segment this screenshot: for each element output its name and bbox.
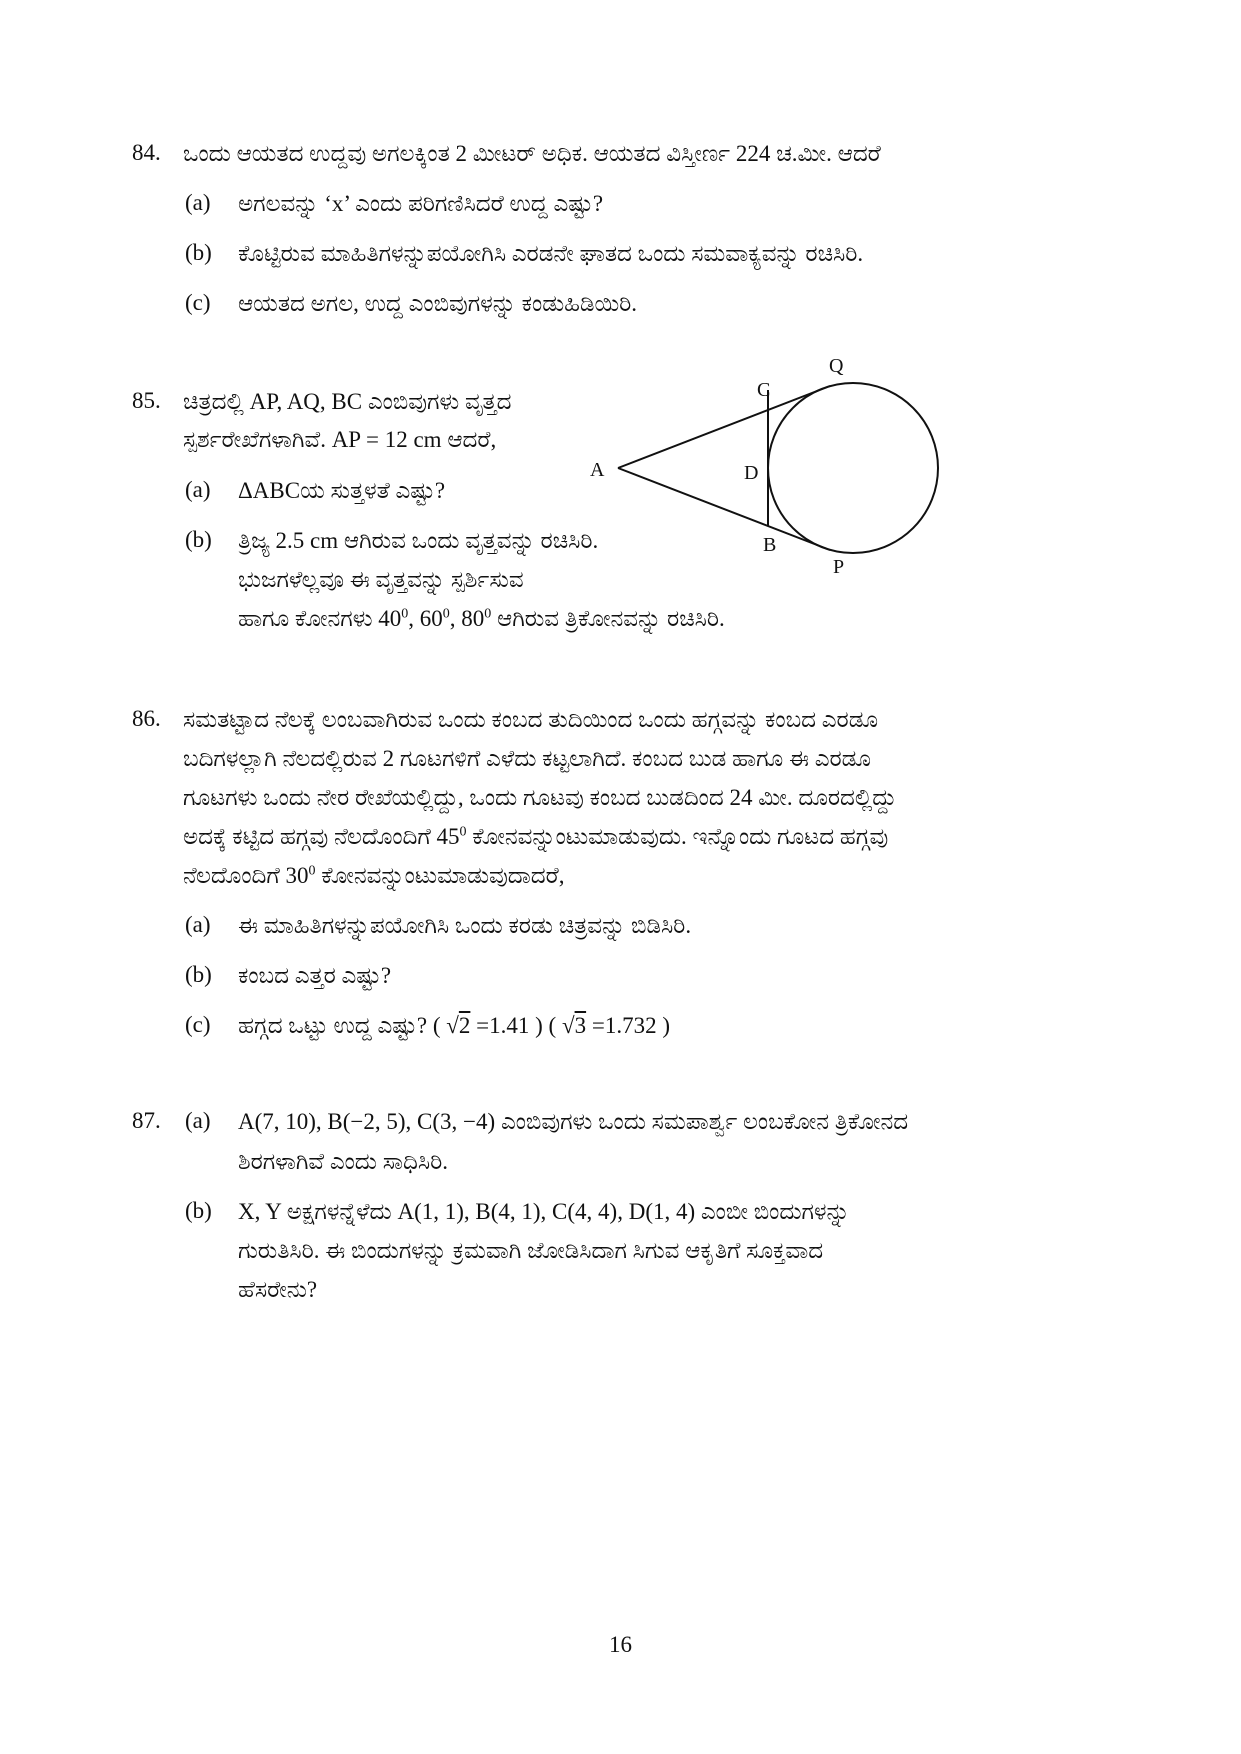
q87-part-a-line-2: ಶಿರಗಳಾಗಿವೆ ಎಂದು ಸಾಧಿಸಿರಿ. xyxy=(238,1149,449,1174)
q84-part-b-text: ಕೊಟ್ಟಿರುವ ಮಾಹಿತಿಗಳನ್ನುಪಯೋಗಿಸಿ ಎರಡನೇ ಘಾತದ ಒಂದು ಸಮವಾಕ್ಯವನ್ನು ರಚಿಸಿರಿ. xyxy=(238,241,864,266)
q84-part-a-text: ಅಗಲವನ್ನು ‘x’ ಎಂದು ಪರಿಗಣಿಸಿದರೆ ಉದ್ದ ಎಷ್ಟು? xyxy=(238,191,604,216)
q86-part-c-text: ಹಗ್ಗದ ಒಟ್ಟು ಉದ್ದ ಎಷ್ಟು? ( √2 =1.41 ) ( √3 =1.732 ) xyxy=(238,1013,670,1038)
question-85-number: 85. xyxy=(132,388,161,413)
tangent-circle-figure xyxy=(580,350,970,590)
q87-part-b-line-2: ಗುರುತಿಸಿರಿ. ಈ ಬಿಂದುಗಳನ್ನು ಕ್ರಮವಾಗಿ ಜೋಡಿಸಿದಾಗ ಸಿಗುವ ಆಕೃತಿಗೆ ಸೂಕ್ತವಾದ xyxy=(238,1238,824,1263)
q87-part-b-label: (b) xyxy=(185,1198,212,1223)
q86-part-c-label: (c) xyxy=(185,1012,211,1037)
root3-expression: ( √3 =1.732 ) xyxy=(548,1013,670,1038)
q85-part-b-line-2: ಭುಜಗಳೆಲ್ಲವೂ ಈ ವೃತ್ತವನ್ನು ಸ್ಪರ್ಶಿಸುವ xyxy=(238,567,524,592)
q87-part-b-line-3: ಹೆಸರೇನು? xyxy=(238,1277,318,1302)
q86-part-a-text: ಈ ಮಾಹಿತಿಗಳನ್ನುಪಯೋಗಿಸಿ ಒಂದು ಕರಡು ಚಿತ್ರವನ್ನು ಬಿಡಿಸಿರಿ. xyxy=(238,913,692,938)
question-84-number: 84. xyxy=(132,140,161,165)
label-q: Q xyxy=(829,355,844,377)
tangent-aq xyxy=(618,386,830,468)
question-86-line-2: ಬದಿಗಳಲ್ಲಾಗಿ ನೆಲದಲ್ಲಿರುವ 2 ಗೂಟಗಳಿಗೆ ಎಳೆದು ಕಟ್ಟಲಾಗಿದೆ. ಕಂಬದ ಬುಡ ಹಾಗೂ ಈ ಎರಡೂ xyxy=(183,746,871,771)
q87-part-b-line-1: X, Y ಅಕ್ಷಗಳನ್ನೆಳೆದು A(1, 1), B(4, 1), C(4, 4), D(1, 4) ಎಂಬೀ ಬಿಂದುಗಳನ್ನು xyxy=(238,1199,850,1224)
question-84-text: ಒಂದು ಆಯತದ ಉದ್ದವು ಅಗಲಕ್ಕಿಂತ 2 ಮೀಟರ್ ಅಧಿಕ. ಆಯತದ ವಿಸ್ತೀರ್ಣ 224 ಚ.ಮೀ. ಆದರೆ xyxy=(183,141,881,166)
q85-part-a-label: (a) xyxy=(185,477,211,502)
q86-part-b-label: (b) xyxy=(185,962,212,987)
q84-part-c-label: (c) xyxy=(185,290,211,315)
question-86-line-3: ಗೂಟಗಳು ಒಂದು ನೇರ ರೇಖೆಯಲ್ಲಿದ್ದು, ಒಂದು ಗೂಟವು ಕಂಬದ ಬುಡದಿಂದ 24 ಮೀ. ದೂರದಲ್ಲಿದ್ದು xyxy=(183,785,897,810)
question-85-line-2: ಸ್ಪರ್ಶರೇಖೆಗಳಾಗಿವೆ. AP = 12 cm ಆದರೆ, xyxy=(183,427,497,452)
label-b: B xyxy=(763,534,777,556)
question-85-line-1: ಚಿತ್ರದಲ್ಲಿ AP, AQ, BC ಎಂಬಿವುಗಳು ವೃತ್ತದ xyxy=(183,389,512,414)
q86-part-b-text: ಕಂಬದ ಎತ್ತರ ಎಷ್ಟು? xyxy=(238,963,392,988)
question-87-number: 87. xyxy=(132,1108,161,1133)
q84-part-b-label: (b) xyxy=(185,240,212,265)
q85-part-b-line-3: ಹಾಗೂ ಕೋನಗಳು $40^0$, $60^0$, $80^0$ ಆಗಿರುವ ತ್ರಿಕೋನವನ್ನು ರಚಿಸಿರಿ. xyxy=(238,606,725,631)
circle xyxy=(768,383,938,553)
question-86-line-4: ಅದಕ್ಕೆ ಕಟ್ಟಿದ ಹಗ್ಗವು ನೆಲದೊಂದಿಗೆ $45^0$ ಕೋನವನ್ನುಂಟುಮಾಡುವುದು. ಇನ್ನೊಂದು ಗೂಟದ ಹಗ್ಗವು xyxy=(183,824,889,849)
page-number: 16 xyxy=(609,1632,632,1657)
root2-expression: ( √2 =1.41 ) xyxy=(432,1013,543,1038)
q87-part-a-line-1: A(7, 10), B(−2, 5), C(3, −4) ಎಂಬಿವುಗಳು ಒಂದು ಸಮಪಾರ್ಶ್ವ ಲಂಬಕೋನ ತ್ರಿಕೋನದ xyxy=(238,1109,909,1134)
tangent-ap xyxy=(618,468,830,550)
label-a: A xyxy=(590,459,605,481)
question-86-line-5: ನೆಲದೊಂದಿಗೆ $30^0$ ಕೋನವನ್ನುಂಟುಮಾಡುವುದಾದರೆ, xyxy=(183,863,565,888)
label-d: D xyxy=(744,462,759,484)
q85-part-b-label: (b) xyxy=(185,527,212,552)
label-p: P xyxy=(833,556,845,578)
label-c: C xyxy=(757,379,771,401)
q86-part-a-label: (a) xyxy=(185,912,211,937)
q84-part-a-label: (a) xyxy=(185,190,211,215)
q85-part-b-line-1: ತ್ರಿಜ್ಯ 2.5 cm ಆಗಿರುವ ಒಂದು ವೃತ್ತವನ್ನು ರಚಿಸಿರಿ. xyxy=(238,528,599,553)
question-86-number: 86. xyxy=(132,706,161,731)
question-86-line-1: ಸಮತಟ್ಟಾದ ನೆಲಕ್ಕೆ ಲಂಬವಾಗಿರುವ ಒಂದು ಕಂಬದ ತುದಿಯಿಂದ ಒಂದು ಹಗ್ಗವನ್ನು ಕಂಬದ ಎರಡೂ xyxy=(183,707,879,732)
q84-part-c-text: ಆಯತದ ಅಗಲ, ಉದ್ದ ಎಂಬಿವುಗಳನ್ನು ಕಂಡುಹಿಡಿಯಿರಿ. xyxy=(238,291,638,316)
q85-part-a-text: ΔABCಯ ಸುತ್ತಳತೆ ಎಷ್ಟು? xyxy=(238,478,446,503)
q87-part-a-label: (a) xyxy=(185,1108,211,1133)
